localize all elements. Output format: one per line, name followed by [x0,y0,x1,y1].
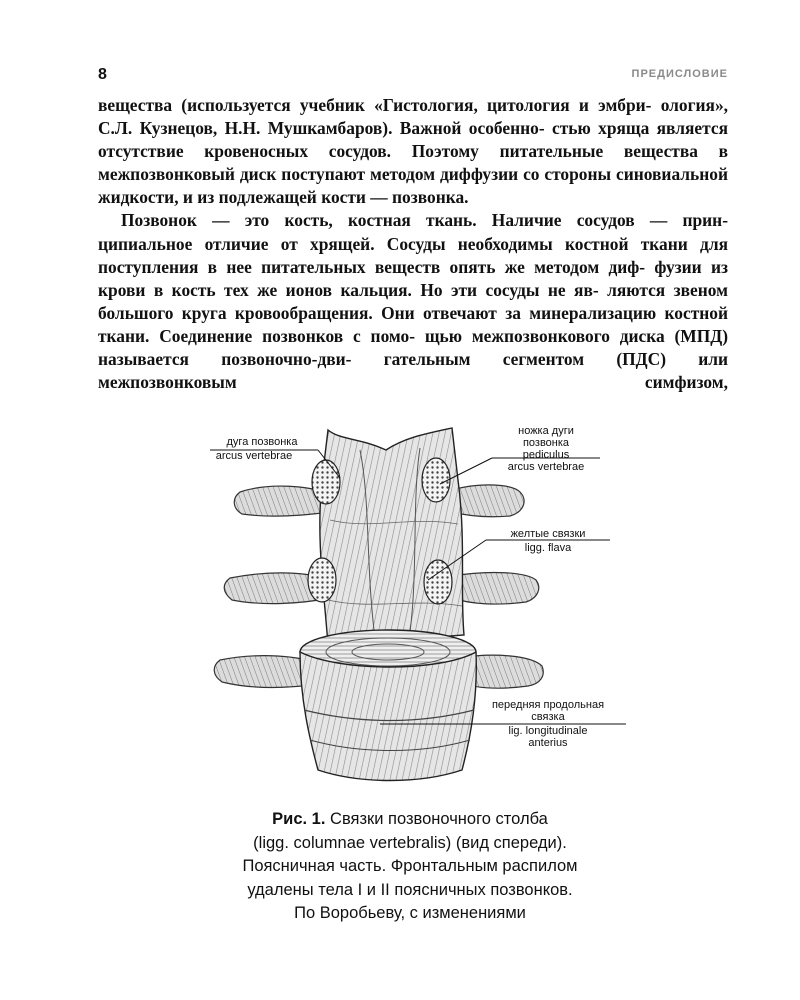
label-anterior-ru-1: передняя продольная [491,699,605,711]
text-line: гательным сегментом (ПДС) или межпозвонковым симфизом, [98,349,729,393]
text-line: ляются звеном большого круга кровообращения. Они отвечают [98,279,728,323]
label-pedicle-la-1: pediculus [522,449,570,461]
body-text [98,94,728,394]
text-line: щью межпозвонкового диска (МПД) называется позвоночно-дви- [98,325,728,370]
text-line: Позвонок — это кость, костная ткань. Наличие сосудов — прин- [121,210,728,231]
caption-label: Рис. 1. [272,810,326,828]
label-anterior-la-1: lig. longitudinale [508,725,588,737]
caption-line-4: удалены тела I и II поясничных позвонков. [247,880,573,899]
label-pedicle-la-2: arcus vertebrae [507,461,585,473]
caption-line-1-text: Связки позвоночного столба [325,810,548,828]
text-line: для поступления в нее питательных веществ опять же методом диф- [98,233,728,277]
running-header: ПРЕДИСЛОВИЕ [631,68,728,80]
figure-caption [150,808,670,926]
text-line: фузии из крови в кость тех же ионов кальция. Но эти сосуды не яв- [98,256,728,300]
label-pedicle-ru-1: ножка дуги [518,425,574,437]
vertebral-body [300,652,476,781]
text-line: за минерализацию костной ткани. Соединение позвонков с помо- [98,302,728,346]
label-pedicle-ru-2: позвонка [522,437,570,449]
label-arch-la: arcus vertebrae [215,450,293,462]
paragraph-2 [98,209,728,394]
page-number: 8 [98,66,107,83]
label-flava-la: ligg. flava [524,542,572,554]
text-line: стью хряща является отсутствие кровеносных сосудов. Поэтому [98,118,728,162]
text-line: ципиальное отличие от хрящей. Сосуды необходимы костной ткани [98,233,688,254]
text-line: диффузии со стороны синовиальной жидкости, и из подлежащей [98,164,728,208]
text-line: вещества (используется учебник «Гистология, цитология и эмбри- [98,95,652,115]
spine-ligaments-figure [190,420,640,800]
paragraph-1 [98,94,728,209]
caption-line-3: Поясничная часть. Фронтальным распилом [242,857,578,875]
label-flava-ru: желтые связки [510,528,586,540]
label-anterior-ru-2: связка [531,711,565,723]
caption-line-2: (ligg. columnae vertebralis) (вид спереди). [253,833,567,852]
label-arch-ru: дуга позвонка [226,436,298,448]
label-anterior-la-2: anterius [528,737,568,749]
caption-line-5: По Воробьеву, с изменениями [294,904,526,922]
caption-line-1 [150,808,670,832]
text-line: ология», С.Л. Кузнецов, Н.Н. Мушкамбаров). Важной особенно- [98,95,728,139]
text-line: питательные вещества в межпозвонковый диск поступают методом [98,141,729,185]
text-line: кости — позвонка. [321,187,469,208]
